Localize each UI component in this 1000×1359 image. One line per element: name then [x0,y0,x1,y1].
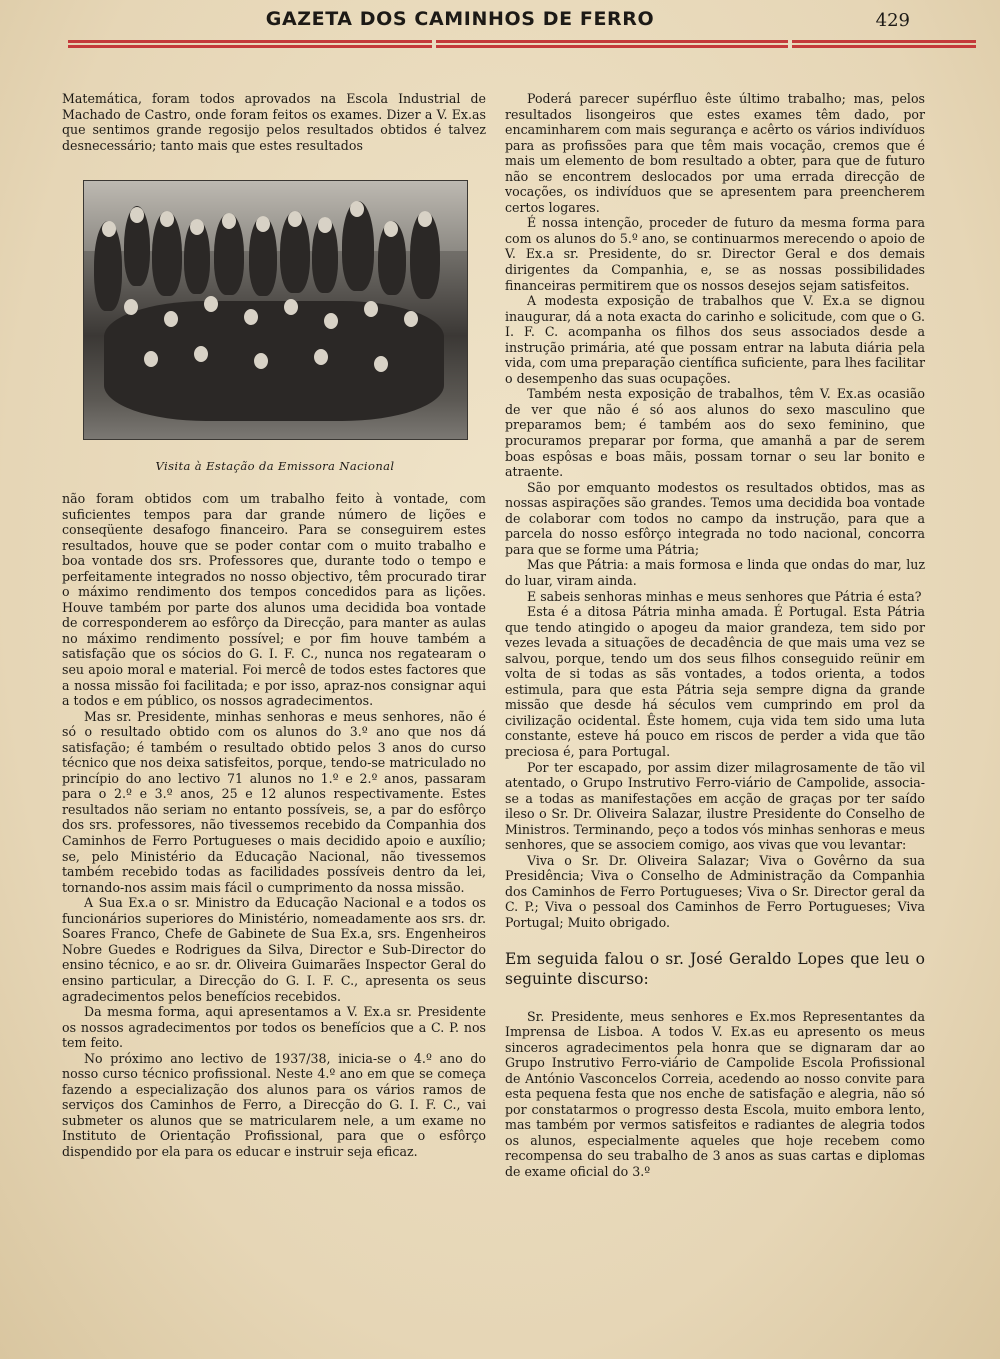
header-rule [68,40,976,49]
paragraph: Por ter escapado, por assim dizer milagrosamente de tão vil atentado, o Grupo Instrutivo Ferro-viário de Campolide, associa-se a todas as manifestações em acção de graças por ter saído ileso o Sr. Dr. Oliveira Salazar, ilustre Presidente do Conselho de Ministros. Terminando, peço a todos vós minhas senhoras e meus senhores, que se associem comigo, aos vivas que vou levantar: [505,759,925,853]
paragraph: No próximo ano lectivo de 1937/38, inicia-se o 4.º ano do nosso curso técnico profissional. Neste 4.º ano em que se começa fazendo a especialização dos alunos para os vários ramos de serviços dos Caminhos de Ferro, a Direcção do G. I. F. C., vai submeter os alunos que se matricularem nele, a um exame no Instituto de Orientação Profissional, para que o esfôrço dispendido por ela para os educar e instruir seja eficaz. [62,1050,486,1159]
paragraph: É nossa intenção, proceder de futuro da mesma forma para com os alunos do 5.º ano, se continuarmos merecendo o apoio de V. Ex.a sr. Presidente, do sr. Director Geral e dos demais dirigentes da Companhia, e, se as nossas possibilidades financeiras permitirem que os nossos desejos sejam satisfeitos. [505,215,925,293]
paragraph: A Sua Ex.a o sr. Ministro da Educação Nacional e a todos os funcionários superiores do Ministério, nomeadamente aos srs. dr. Soares Franco, Chefe de Gabinete de Sua Ex.a, srs. Engenheiros Nobre Guedes e Rodrigues da Silva, Director e Sub-Director do ensino técnico, e ao sr. dr. Oliveira Guimarães Inspector Geral do ensino particular, a Direcção do G. I. F. C., apresenta os seus agradecimentos pelos benefícios recebidos. [62,895,486,1004]
page-number: 429 [875,10,910,31]
left-column-top [62,91,486,153]
paragraph: Mas sr. Presidente, minhas senhoras e meus senhores, não é só o resultado obtido com os alunos do 3.º ano que nos dá satisfação; é também o resultado obtido pelos 3 anos do curso técnico que nos deixa satisfeitos, porque, tendo-se matriculado no princípio do ano lectivo 71 alunos no 1.º e 2.º anos, passaram para o 2.º e 3.º anos, 25 e 12 alunos respectivamente. Estes resultados não seriam no entanto possíveis, se, a par do esfôrço dos srs. professores, não tivessemos recebido da Companhia dos Caminhos de Ferro Portugueses o mais decidido apoio e auxílio; se, pelo Ministério da Educação Nacional, não tivessemos também recebido todas as facilidades possíveis dentro da lei, tornando-nos assim mais fácil o cumprimento da nossa missão. [62,708,486,895]
paragraph: Poderá parecer supérfluo êste último trabalho; mas, pelos resultados lisongeiros que estes exames têm dado, por encaminharem com mais segurança e acêrto os vários indivíduos para as profissões para que têm mais vocação, cremos que é mais um elemento de bom resultado a obter, para que de futuro não se encontrem deslocados por uma errada direcção de vocações, os indivíduos que se apresentem para preencherem certos logares. [505,91,925,215]
paragraph: Matemática, foram todos aprovados na Escola Industrial de Machado de Castro, onde foram feitos os exames. Dizer a V. Ex.as que sentimos grande regosijo pelos resultados obtidos é talvez desnecessário; tanto mais que estes resultados [62,91,486,153]
page-header [60,6,960,50]
group-photograph [83,180,468,440]
section-subheading: Em seguida falou o sr. José Geraldo Lopes que leu o seguinte discurso: [505,949,925,988]
paragraph: Também nesta exposição de trabalhos, têm V. Ex.as ocasião de ver que não é só aos alunos do sexo masculino que preparamos bem; é também aos do sexo feminino, que procuramos preparar por forma, que amanhã a par de serem boas espôsas e boas mãis, possam tornar o seu lar bonito e atraente. [505,386,925,480]
paragraph: Sr. Presidente, meus senhores e Ex.mos Representantes da Imprensa de Lisboa. A todos V. Ex.as eu apresento os meus sinceros agradecimentos pela honra que se dignaram dar ao Grupo Instrutivo Ferro-viário de Campolide Escola Profissional de António Vasconcelos Correia, acedendo ao nosso convite para esta pequena festa que nos enche de satisfação e alegria, não só por constatarmos o progresso desta Escola, muito embora lento, mas também por vermos satisfeitos e radiantes de alegria todos os alunos, especialmente aqueles que hoje recebem como recompensa do seu trabalho de 3 anos as suas cartas e diplomas de exame oficial do 3.º [505,1008,925,1179]
right-column [505,91,925,1180]
paragraph: Esta é a ditosa Pátria minha amada. É Portugal. Esta Pátria que tendo atingido o apogeu da maior grandeza, tem sido por vezes levada a situações de decadência de que mais uma vez se salvou, porque, tendo um dos seus filhos conseguido reünir em volta de si todas as sãs vontades, a todos orienta, a todos estimula, para que esta Pátria seja sempre digna da grande missão que desde há séculos vem cumprindo em prol da civilização ocidental. Êste homem, cuja vida tem sido uma luta constante, esteve há pouco em riscos de perder a vida que tão preciosa é, para Portugal. [505,604,925,759]
paragraph: não foram obtidos com um trabalho feito à vontade, com suficientes tempos para dar grande número de lições e conseqüente desafogo financeiro. Para se conseguirem estes resultados, houve que se poder contar com o muito trabalho e boa vontade dos srs. Professores que, durante todo o tempo e perfeitamente integrados no nosso objectivo, têm procurado tirar o máximo rendimento dos tempos concedidos para as lições. Houve também por parte dos alunos uma decidida boa vontade de corresponderem ao esfôrço da Direcção, para manter as aulas no máximo rendimento possível; e por fim houve também a satisfação que os sócios do G. I. F. C., nunca nos regatearam o seu apoio moral e material. Foi mercê de todos estes factores que a nossa missão foi facilitada; e por isso, apraz-nos consignar aqui a todos e em público, os nossos agradecimentos. [62,491,486,709]
publication-title: GAZETA DOS CAMINHOS DE FERRO [265,8,655,30]
paragraph: A modesta exposição de trabalhos que V. Ex.a se dignou inaugurar, dá a nota exacta do carinho e solicitude, com que o G. I. F. C. acompanha os filhos dos seus associados desde a instrução primária, até que possam entrar na labuta diária pela vida, com uma preparação científica suficiente, para lhes facilitar o desempenho das suas ocupações. [505,293,925,386]
paragraph: Mas que Pátria: a mais formosa e linda que ondas do mar, luz do luar, viram ainda. [505,557,925,588]
paragraph: São por emquanto modestos os resultados obtidos, mas as nossas aspirações são grandes. Temos uma decidida boa vontade de colaborar com todos no campo da instrução, para que a parcela do nosso esfôrço integrada no todo nacional, concorra para que se forme uma Pátria; [505,479,925,557]
photo-caption: Visita à Estação da Emissora Nacional [155,459,395,473]
paragraph: E sabeis senhoras minhas e meus senhores que Pátria é esta? [527,588,922,604]
paragraph: Viva o Sr. Dr. Oliveira Salazar; Viva o Govêrno da sua Presidência; Viva o Conselho de Administração da Companhia dos Caminhos de Ferro Portugueses; Viva o Sr. Director geral da C. P.; Viva o pessoal dos Caminhos de Ferro Portugueses; Viva Portugal; Muito obrigado. [505,852,925,930]
paragraph: Da mesma forma, aqui apresentamos a V. Ex.a sr. Presidente os nossos agradecimentos por todos os benefícios que a C. P. nos tem feito. [62,1004,486,1051]
left-column-bottom [62,491,486,1160]
